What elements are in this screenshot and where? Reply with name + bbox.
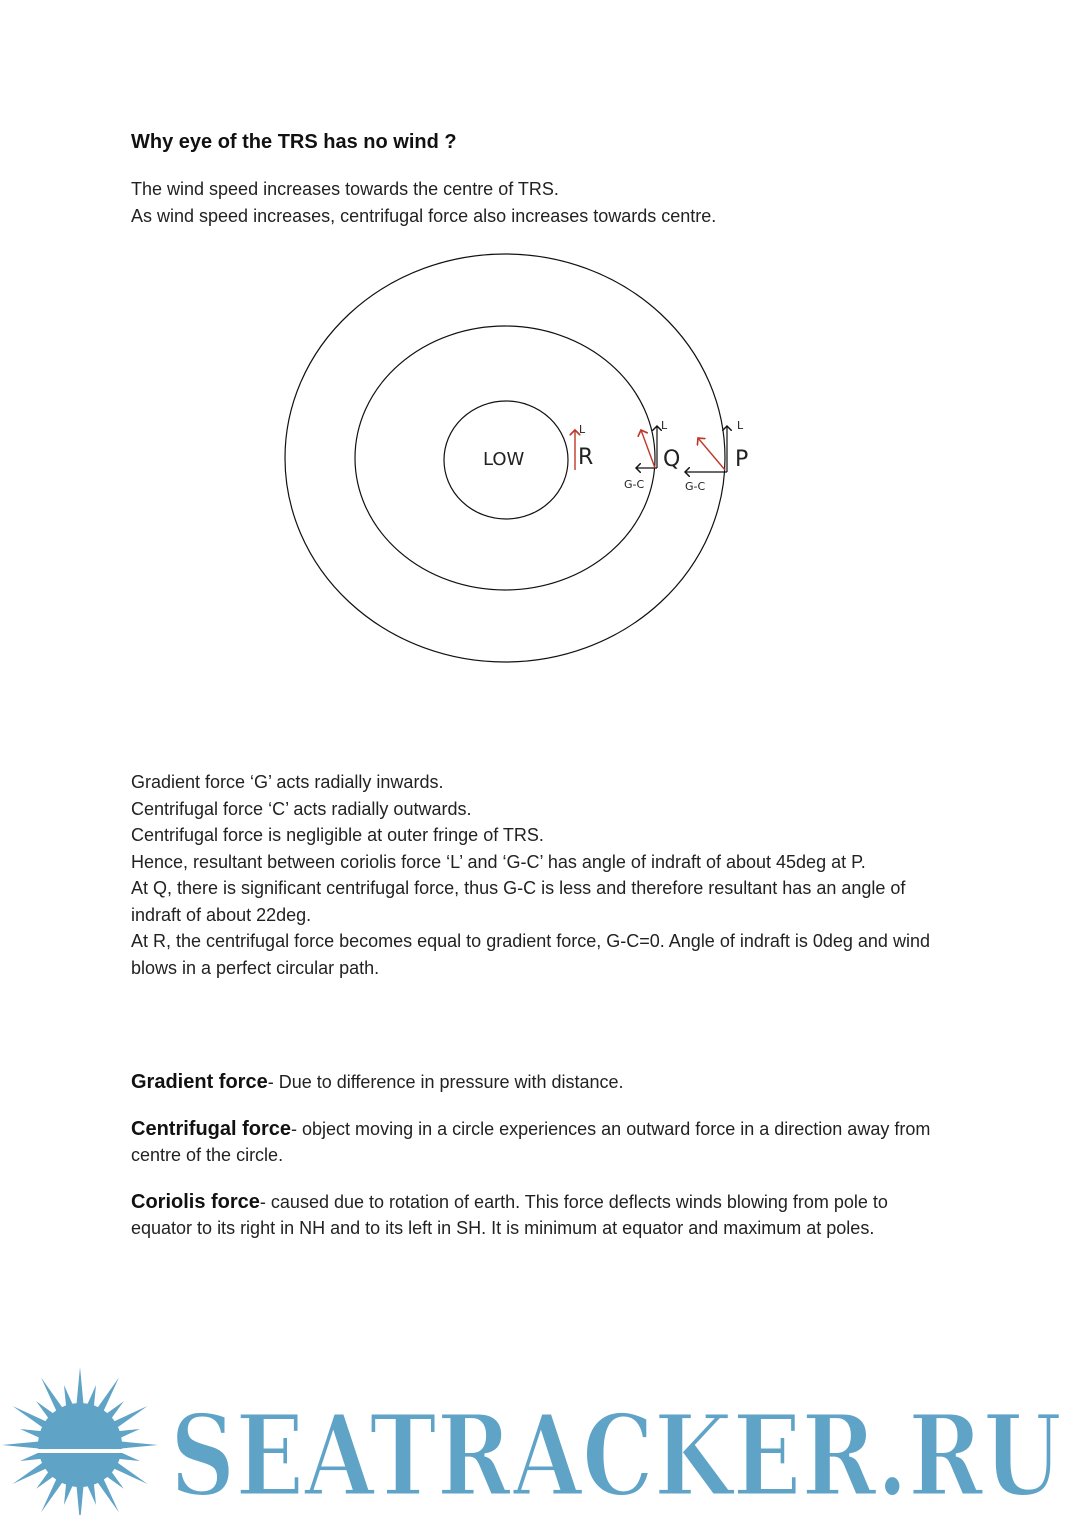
- sun-ray: [106, 1471, 124, 1489]
- q-gc-label: G-C: [624, 478, 645, 491]
- definition-text: - caused due to rotation of earth. This force deflects winds blowing from pole to equator to its right in NH and to its left in SH. It is minimum at equator and maximum at poles.: [131, 1191, 888, 1238]
- p-resultant-arrow: [698, 438, 725, 470]
- explanation-text: [131, 769, 941, 981]
- sun-ray: [36, 1401, 54, 1419]
- definition-text: - object moving in a circle experiences an outward force in a direction away from centre of the circle.: [131, 1118, 931, 1165]
- intro-line: As wind speed increases, centrifugal force also increases towards centre.: [131, 206, 717, 226]
- definition-text: - Due to difference in pressure with distance.: [267, 1072, 624, 1092]
- sun-ray: [76, 1367, 83, 1405]
- seatracker-watermark: [0, 1365, 1080, 1515]
- sun-ray: [87, 1483, 96, 1505]
- watermark-text: SEATRACKER.RU: [170, 1391, 1062, 1515]
- explanation-line: Hence, resultant between coriolis force ‘L’ and ‘G-C’ has angle of indraft of about 45deg at P.: [131, 851, 866, 872]
- sun-icon: [2, 1367, 158, 1515]
- sun-ray: [64, 1483, 73, 1505]
- horizon-line: [20, 1449, 160, 1453]
- explanation-line: At Q, there is significant centrifugal force, thus G-C is less and therefore resultant has an angle of indraft of about 22deg.: [131, 878, 906, 925]
- sun-ray: [106, 1401, 124, 1419]
- r-coriolis-label: L: [579, 423, 586, 436]
- intro-line: The wind speed increases towards the centre of TRS.: [131, 179, 559, 199]
- sun-ray: [36, 1471, 54, 1489]
- explanation-line: At R, the centrifugal force becomes equal to gradient force, G-C=0. Angle of indraft is 0deg and wind blows in a perfect circular path.: [131, 931, 930, 978]
- sun-ray: [76, 1485, 83, 1515]
- sun-ray: [87, 1385, 96, 1407]
- sun-ray: [118, 1452, 140, 1461]
- sun-ray: [20, 1452, 42, 1461]
- p-coriolis-label: L: [737, 419, 744, 432]
- definitions: [131, 1069, 951, 1262]
- sun-ray: [20, 1429, 42, 1438]
- page-title: Why eye of the TRS has no wind ?: [131, 131, 457, 153]
- point-q-label: Q: [663, 447, 681, 472]
- point-r-label: R: [578, 445, 594, 470]
- definition-term: Coriolis force: [131, 1190, 260, 1213]
- sun-ray: [120, 1441, 158, 1448]
- q-coriolis-label: L: [661, 419, 668, 432]
- point-p-label: P: [735, 447, 749, 472]
- definition-centrifugal: [131, 1116, 951, 1169]
- definition-gradient: [131, 1069, 951, 1096]
- low-label: LOW: [483, 449, 525, 470]
- trs-diagram: [270, 240, 770, 680]
- explanation-line: Centrifugal force ‘C’ acts radially outwards.: [131, 798, 472, 819]
- definition-coriolis: [131, 1189, 951, 1242]
- definition-term: Centrifugal force: [131, 1117, 292, 1140]
- definition-term: Gradient force: [131, 1071, 268, 1093]
- sun-ray: [118, 1429, 140, 1438]
- p-gc-label: G-C: [685, 480, 706, 493]
- explanation-line: Centrifugal force is negligible at outer fringe of TRS.: [131, 825, 544, 845]
- sun-ray: [64, 1385, 73, 1407]
- intro-text: [131, 176, 961, 230]
- explanation-line: Gradient force ‘G’ acts radially inwards.: [131, 772, 444, 792]
- sun-ray: [2, 1441, 40, 1448]
